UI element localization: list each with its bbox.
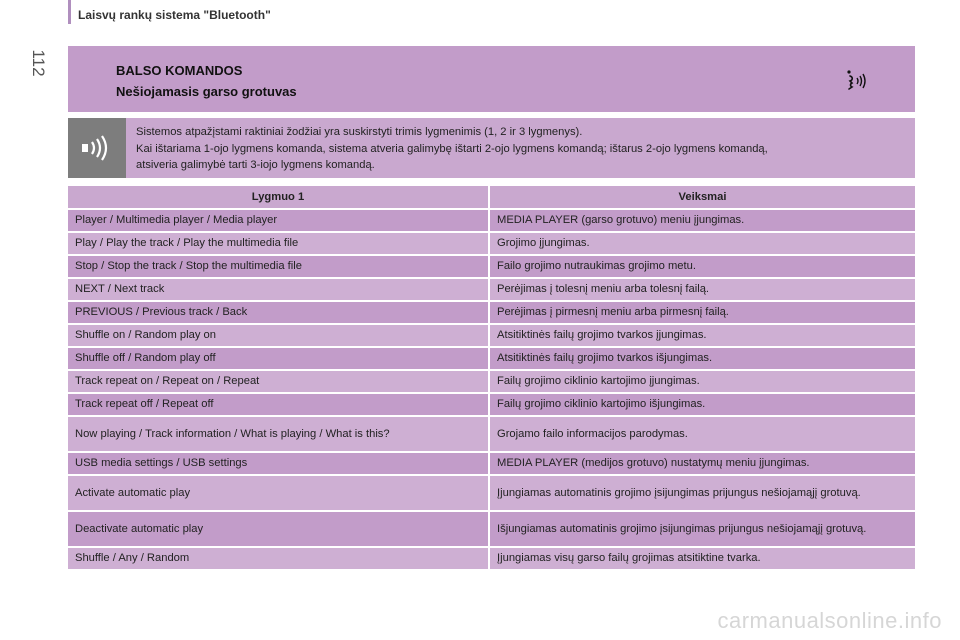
action-cell: Perėjimas į pirmesnį meniu arba pirmesnį failą. <box>490 302 915 323</box>
level-cell: Shuffle off / Random play off <box>68 348 490 369</box>
info-line-2: Kai ištariama 1-ojo lygmens komanda, sistema atveria galimybę ištarti 2-ojo lygmens komandą; ištarus 2-ojo lygmens komandą, <box>136 142 768 155</box>
level-cell: Shuffle / Any / Random <box>68 548 490 569</box>
table-row <box>68 548 915 569</box>
action-cell: Failo grojimo nutraukimas grojimo metu. <box>490 256 915 277</box>
level-cell: Stop / Stop the track / Stop the multimedia file <box>68 256 490 277</box>
action-cell: Įjungiamas visų garso failų grojimas atsitiktine tvarka. <box>490 548 915 569</box>
table-row <box>68 417 915 451</box>
table-row <box>68 279 915 300</box>
table-row <box>68 512 915 546</box>
level-cell: Play / Play the track / Play the multimedia file <box>68 233 490 254</box>
action-cell: MEDIA PLAYER (medijos grotuvo) nustatymų meniu įjungimas. <box>490 453 915 474</box>
action-cell: Failų grojimo ciklinio kartojimo išjungimas. <box>490 394 915 415</box>
table-row <box>68 476 915 510</box>
level-cell: NEXT / Next track <box>68 279 490 300</box>
level-cell: Player / Multimedia player / Media player <box>68 210 490 231</box>
level-cell: PREVIOUS / Previous track / Back <box>68 302 490 323</box>
left-margin-rule <box>68 0 71 24</box>
table-row <box>68 302 915 323</box>
section-title: BALSO KOMANDOS <box>116 63 243 78</box>
voice-command-icon <box>842 66 872 96</box>
watermark: carmanualsonline.info <box>717 608 942 633</box>
action-cell: Grojamo failo informacijos parodymas. <box>490 417 915 451</box>
table-row <box>68 394 915 415</box>
action-cell: Failų grojimo ciklinio kartojimo įjungimas. <box>490 371 915 392</box>
voice-commands-table <box>68 184 915 571</box>
table-row <box>68 325 915 346</box>
column-header-level: Lygmuo 1 <box>68 186 490 208</box>
table-row <box>68 348 915 369</box>
table-row <box>68 233 915 254</box>
info-line-1: Sistemos atpažįstami raktiniai žodžiai yra suskirstyti trimis lygmenimis (1, 2 ir 3 lygmenys). <box>136 126 583 138</box>
title-box <box>68 46 915 112</box>
table-row <box>68 210 915 231</box>
column-header-actions: Veiksmai <box>490 186 915 208</box>
table-header-row <box>68 186 915 208</box>
action-cell: MEDIA PLAYER (garso grotuvo) meniu įjungimas. <box>490 210 915 231</box>
page-number: 112 <box>29 49 48 77</box>
page-header: Laisvų rankų sistema "Bluetooth" <box>78 8 271 22</box>
level-cell: Activate automatic play <box>68 476 490 510</box>
action-cell: Atsitiktinės failų grojimo tvarkos įjungimas. <box>490 325 915 346</box>
level-cell: Track repeat off / Repeat off <box>68 394 490 415</box>
level-cell: Track repeat on / Repeat on / Repeat <box>68 371 490 392</box>
action-cell: Atsitiktinės failų grojimo tvarkos išjungimas. <box>490 348 915 369</box>
table-row <box>68 371 915 392</box>
info-line-3: atsiveria galimybė tarti 3-iojo lygmens komandą. <box>136 159 375 171</box>
info-text <box>126 118 915 178</box>
info-icon-box <box>68 118 126 178</box>
action-cell: Perėjimas į tolesnį meniu arba tolesnį failą. <box>490 279 915 300</box>
voice-waves-icon <box>79 132 115 164</box>
action-cell: Įjungiamas automatinis grojimo įsijungimas prijungus nešiojamąjį grotuvą. <box>490 476 915 510</box>
level-cell: Shuffle on / Random play on <box>68 325 490 346</box>
level-cell: USB media settings / USB settings <box>68 453 490 474</box>
level-cell: Now playing / Track information / What is playing / What is this? <box>68 417 490 451</box>
action-cell: Grojimo įjungimas. <box>490 233 915 254</box>
action-cell: Išjungiamas automatinis grojimo įsijungimas prijungus nešiojamąjį grotuvą. <box>490 512 915 546</box>
section-subtitle: Nešiojamasis garso grotuvas <box>116 84 297 99</box>
table-row <box>68 256 915 277</box>
level-cell: Deactivate automatic play <box>68 512 490 546</box>
info-row <box>68 118 915 178</box>
table-row <box>68 453 915 474</box>
